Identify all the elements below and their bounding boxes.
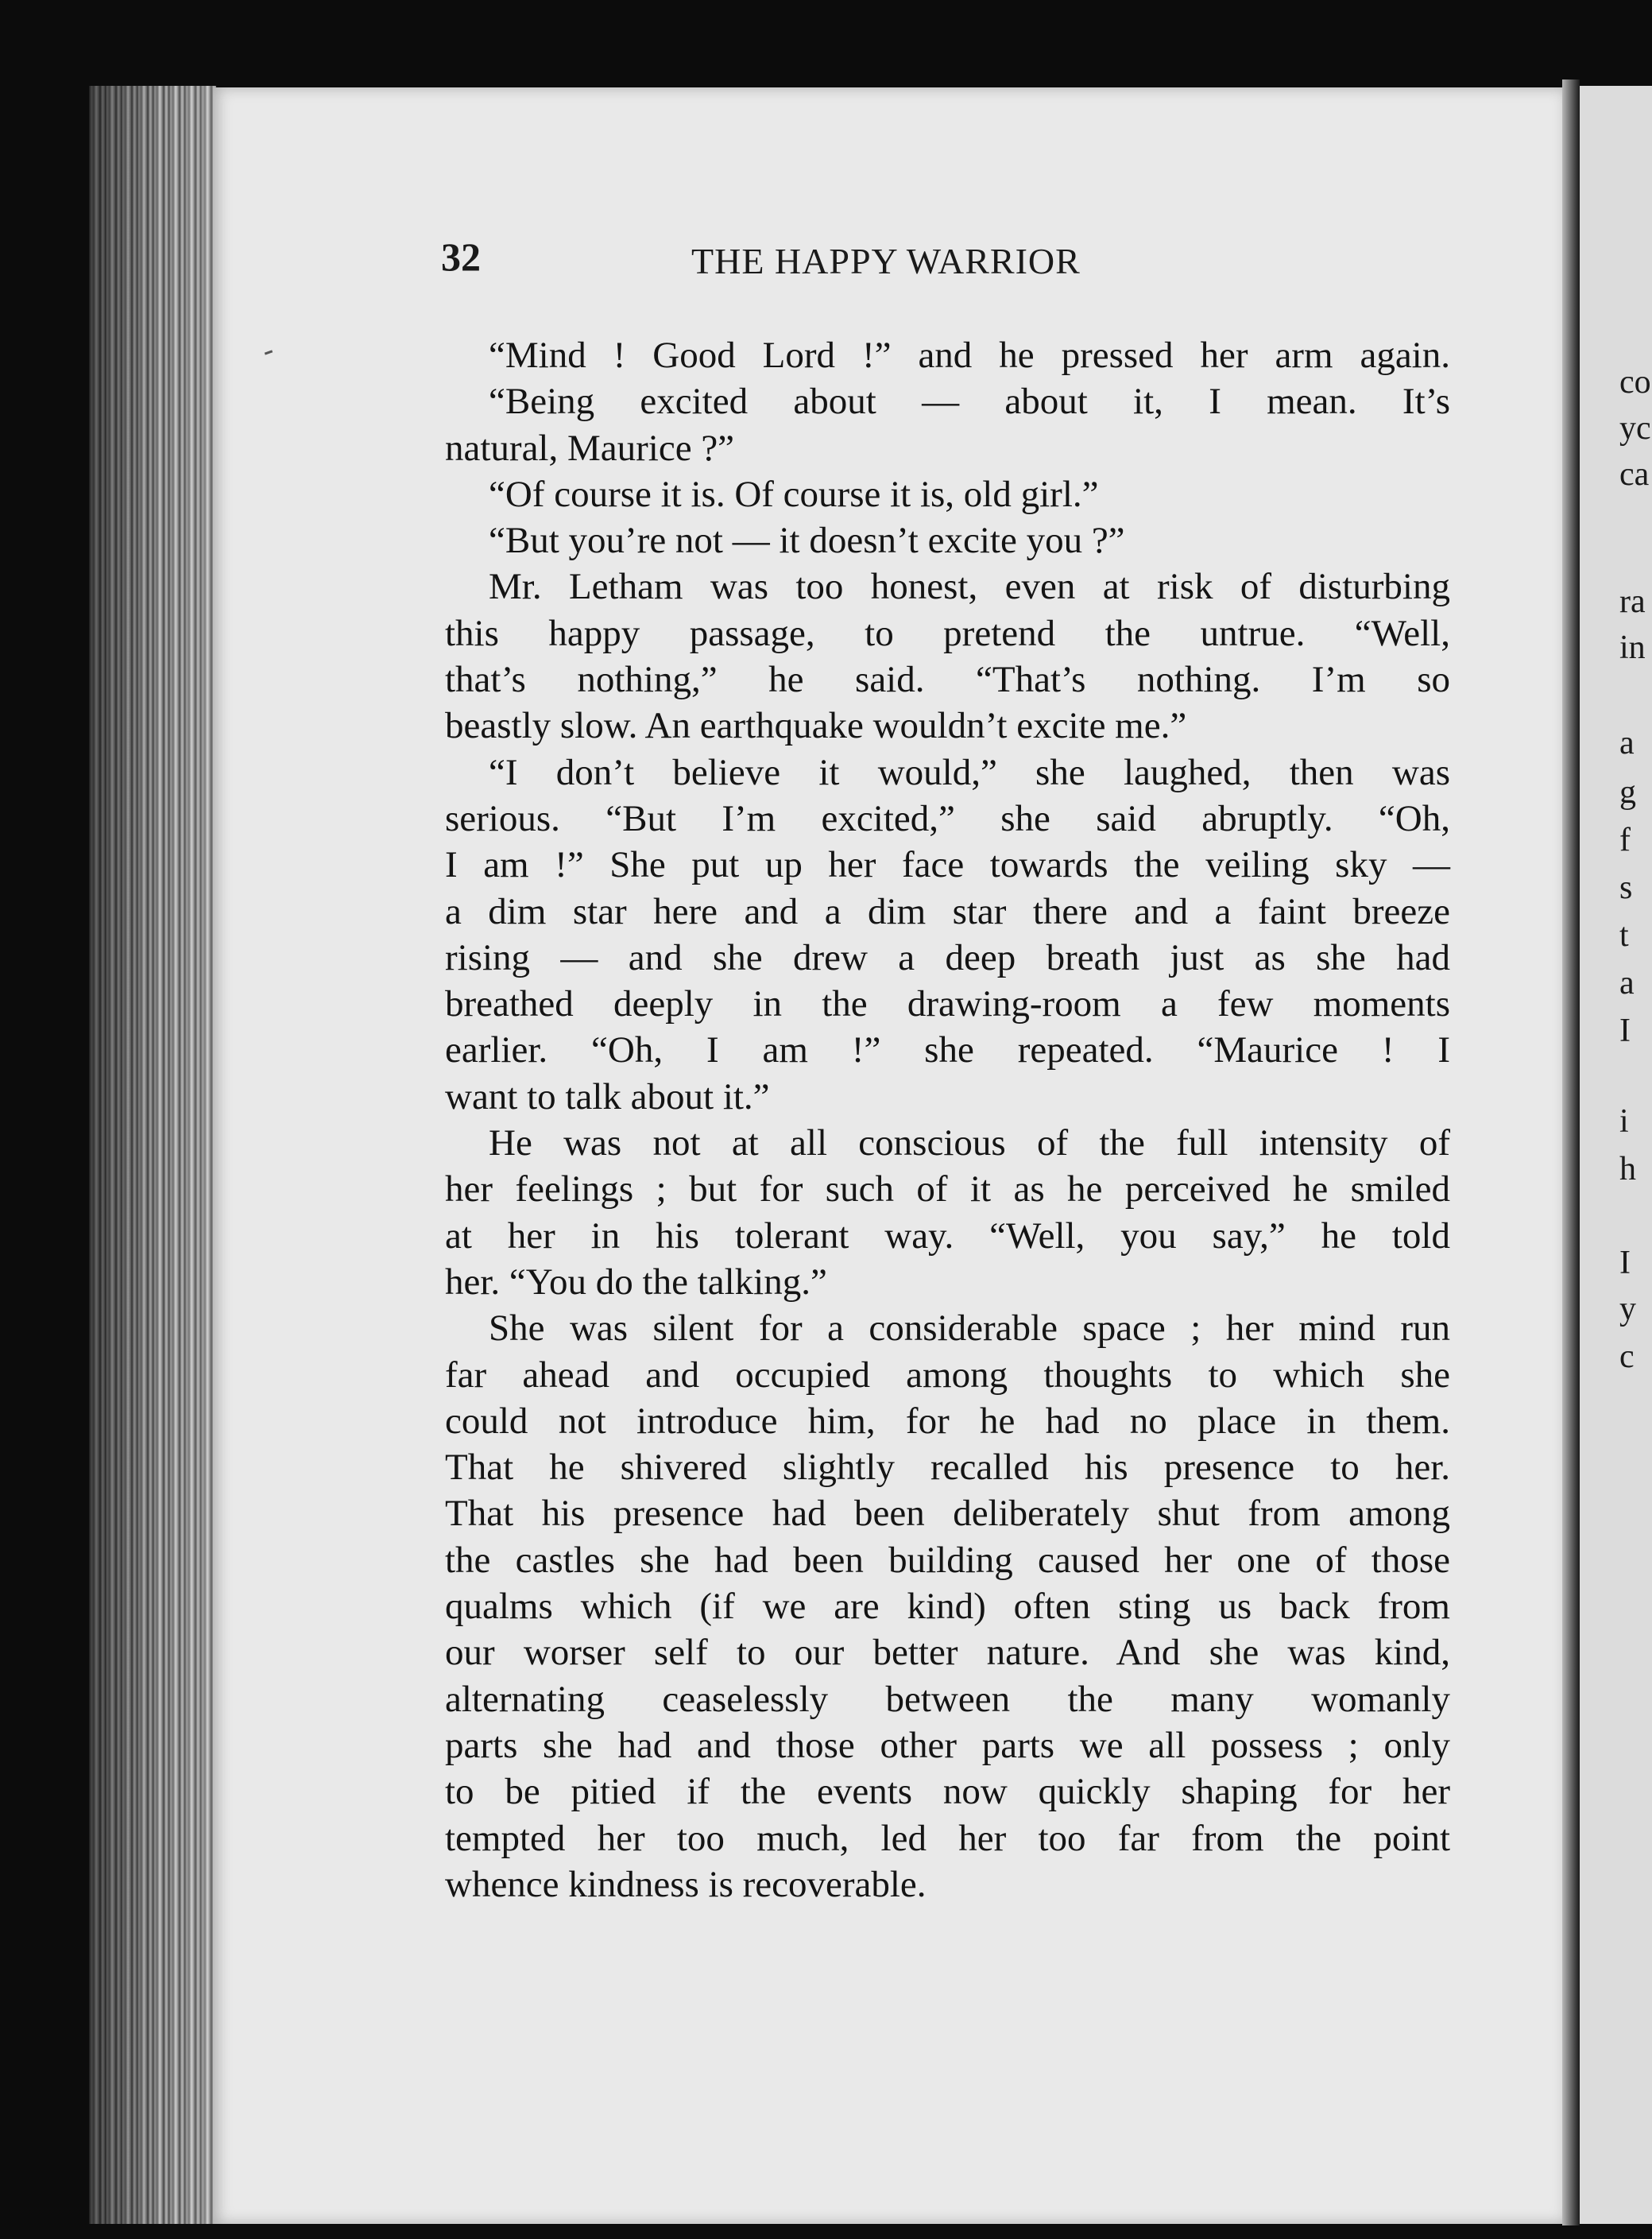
page-edge-shadow bbox=[89, 86, 216, 2224]
text-line: to be pitied if the events now quickly shaping for her bbox=[445, 1771, 1450, 1813]
adjacent-page-fragment: c bbox=[1619, 1338, 1635, 1375]
text-line: tempted her too much, led her too far from the point bbox=[445, 1817, 1450, 1859]
text-line: at her in his tolerant way. “Well, you say,” he told bbox=[445, 1214, 1450, 1257]
running-title: THE HAPPY WARRIOR bbox=[691, 241, 1081, 281]
text-line: rising — and she drew a deep breath just as she had bbox=[445, 936, 1450, 978]
text-line: breathed deeply in the drawing-room a few moments bbox=[445, 983, 1450, 1025]
adjacent-page-fragment: t bbox=[1619, 917, 1629, 954]
text-line: this happy passage, to pretend the untrue. “Well, bbox=[445, 612, 1450, 654]
book-gutter bbox=[1562, 79, 1580, 2225]
adjacent-page-fragment: a bbox=[1619, 965, 1635, 1001]
page-number: 32 bbox=[441, 234, 481, 279]
text-line: “Being excited about — about it, I mean. It’s bbox=[489, 381, 1450, 423]
text-line: She was silent for a considerable space ; her mind run bbox=[489, 1307, 1450, 1350]
adjacent-page-fragment: y bbox=[1619, 1291, 1636, 1327]
text-line: beastly slow. An earthquake wouldn’t excite me.” bbox=[445, 705, 1187, 747]
text-line: Mr. Letham was too honest, even at risk of disturbing bbox=[489, 566, 1450, 608]
text-line: “I don’t believe it would,” she laughed, then was bbox=[489, 751, 1450, 793]
adjacent-page-fragment: co bbox=[1619, 364, 1651, 401]
text-line: earlier. “Oh, I am !” she repeated. “Maurice ! I bbox=[445, 1029, 1450, 1071]
adjacent-page-fragment: ra bbox=[1619, 583, 1646, 620]
text-line: far ahead and occupied among thoughts to which she bbox=[445, 1354, 1450, 1396]
adjacent-page-fragment: h bbox=[1619, 1151, 1636, 1187]
adjacent-page-fragment: f bbox=[1619, 822, 1631, 858]
adjacent-page-fragment: s bbox=[1619, 870, 1633, 906]
adjacent-page-fragment: yc bbox=[1619, 410, 1651, 447]
text-line: parts she had and those other parts we all possess ; only bbox=[445, 1724, 1450, 1766]
text-line: I am !” She put up her face towards the veiling sky — bbox=[445, 844, 1450, 886]
text-line: “Mind ! Good Lord !” and he pressed her arm again. bbox=[489, 335, 1450, 376]
text-line: That his presence had been deliberately shut from among bbox=[445, 1493, 1450, 1535]
text-line: “Of course it is. Of course it is, old girl.” bbox=[489, 473, 1099, 515]
text-line: could not introduce him, for he had no place in them. bbox=[445, 1400, 1450, 1442]
text-line: qualms which (if we are kind) often sting us back from bbox=[445, 1586, 1450, 1628]
adjacent-page-fragment: I bbox=[1619, 1245, 1631, 1281]
text-line: That he shivered slightly recalled his presence to her. bbox=[445, 1447, 1450, 1489]
text-line: want to talk about it.” bbox=[445, 1075, 770, 1118]
text-line: natural, Maurice ?” bbox=[445, 427, 735, 469]
text-line: our worser self to our better nature. And she was kind, bbox=[445, 1632, 1450, 1674]
adjacent-page-fragment: I bbox=[1619, 1013, 1631, 1049]
text-line: her. “You do the talking.” bbox=[445, 1261, 827, 1303]
adjacent-page-fragment: g bbox=[1619, 774, 1636, 811]
adjacent-page-fragment: i bbox=[1619, 1103, 1629, 1140]
adjacent-page-fragment: in bbox=[1619, 629, 1646, 666]
text-line: He was not at all conscious of the full intensity of bbox=[489, 1122, 1450, 1164]
body-text bbox=[445, 332, 1450, 1908]
text-line: alternating ceaselessly between the many womanly bbox=[445, 1678, 1450, 1720]
text-line: that’s nothing,” he said. “That’s nothing. I’m so bbox=[445, 659, 1450, 701]
adjacent-page-fragment: ca bbox=[1619, 456, 1650, 493]
adjacent-page bbox=[1580, 86, 1652, 2224]
text-line: a dim star here and a dim star there and a faint breeze bbox=[445, 890, 1450, 932]
text-line: serious. “But I’m excited,” she said abruptly. “Oh, bbox=[445, 797, 1450, 839]
text-line: “But you’re not — it doesn’t excite you ?” bbox=[489, 520, 1125, 562]
text-line: whence kindness is recoverable. bbox=[445, 1863, 927, 1905]
adjacent-page-fragment: a bbox=[1619, 725, 1635, 761]
text-line: her feelings ; but for such of it as he perceived he smiled bbox=[445, 1168, 1450, 1211]
text-line: the castles she had been building caused her one of those bbox=[445, 1539, 1450, 1581]
